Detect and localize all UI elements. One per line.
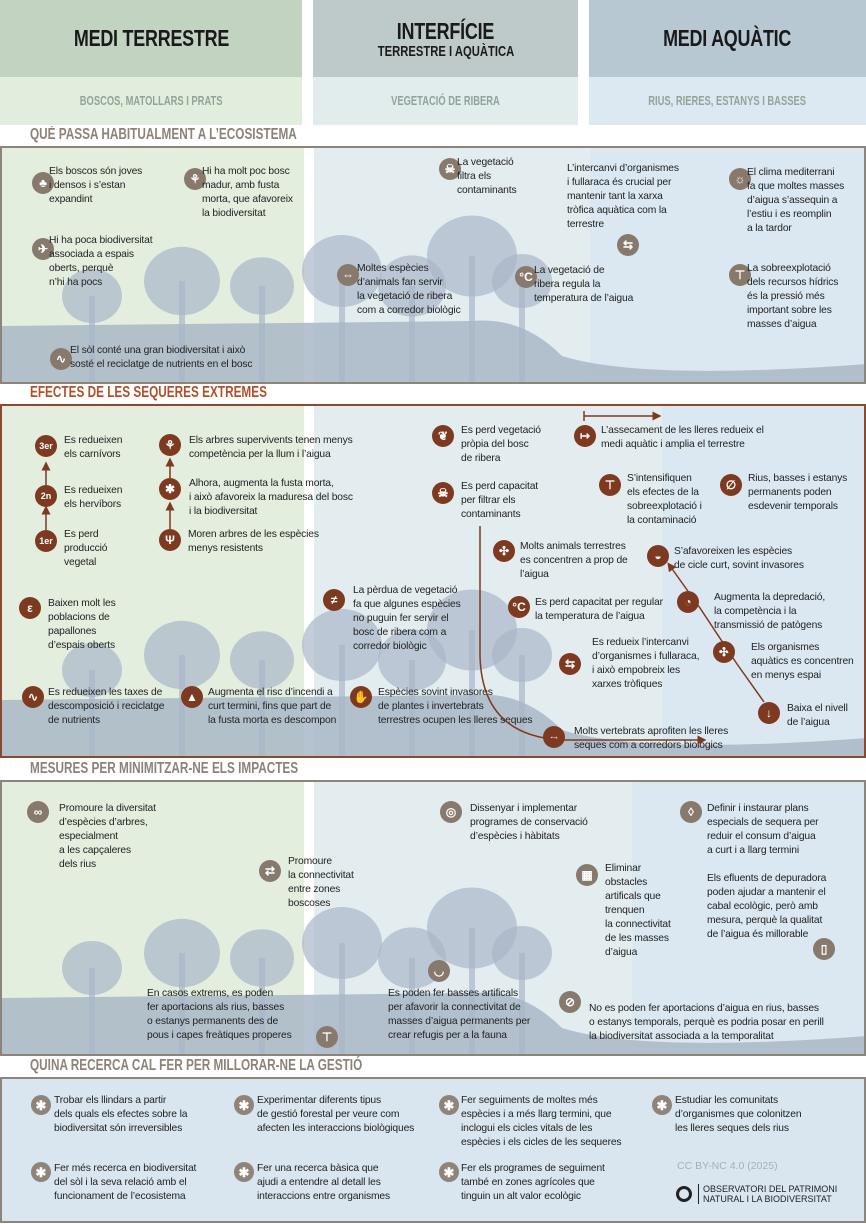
item-text: La sobreexplotació dels recursos hídrics és la pressió més important sobre les masses d’aigua — [747, 263, 839, 330]
section-title-measures: MESURES PER MINIMITZAR-NE ELS IMPACTES — [30, 760, 299, 777]
level-3-icon — [35, 435, 57, 457]
item-text: Eliminar obstacles artificals que trenquen la connectivitat de les masses d’aigua — [605, 863, 671, 958]
butterfly-icon: ε — [19, 597, 41, 619]
expand-icon: ↦ — [574, 425, 596, 447]
tree-trunk — [339, 645, 345, 758]
insect-icon: ✱ — [159, 478, 181, 500]
item-text: Hi ha molt poc bosc madur, amb fusta morta, que afavoreix la biodiversitat — [202, 166, 293, 219]
item-text: Es poden fer basses artificals per afavorir la connectivitat de masses d’aigua permanents per crear refugis per a la fauna — [388, 988, 531, 1041]
short-cycle-icon: ◒ — [647, 545, 669, 567]
tap-icon: ⊤ — [729, 264, 751, 286]
section-title-drought-effects: EFECTES DE LES SEQUERES EXTREMES — [30, 384, 267, 401]
predation-icon: ◔ — [677, 591, 699, 613]
item-text: Es redueix l’intercanvi d’organismes i fullaraca, i això empobreix les xarxes tròfiques — [592, 637, 700, 690]
invasive-icon: ✋ — [350, 686, 372, 708]
star-icon: ✱ — [652, 1095, 672, 1115]
star-icon: ✱ — [31, 1162, 51, 1182]
worm-icon: ∿ — [50, 348, 72, 370]
item-text: Augmenta la depredació, la competència i la transmissió de patògens — [714, 592, 826, 631]
section-title-ecosystem: QUÈ PASSA HABITUALMENT A L’ECOSISTEMA — [30, 126, 297, 143]
star-icon: ✱ — [439, 1162, 459, 1182]
item-text: Els organismes aquàtics es concentren en menys espai — [751, 642, 854, 681]
star-icon: ✱ — [234, 1095, 254, 1115]
temperature-icon: °C — [508, 596, 530, 618]
item-text: Es redueixen els hervíbors — [64, 485, 123, 510]
item-text: El sòl conté una gran biodiversitat i això sosté el reciclatge de nutrients en el bosc — [70, 345, 253, 370]
organization-name: OBSERVATORI DEL PATRIMONI NATURAL I LA BIODIVERSITAT — [698, 1184, 837, 1204]
exchange-icon: ⇆ — [617, 234, 639, 256]
star-icon: ✱ — [31, 1095, 51, 1115]
no-input-icon: ⊘ — [559, 991, 581, 1013]
item-text: Espècies sovint invasores de plantes i invertebrats terrestres ocupen les lleres seques — [378, 687, 533, 726]
column-title: INTERFÍCIE — [396, 17, 495, 44]
exchange-icon: ⇆ — [559, 653, 581, 675]
column-title: MEDI TERRESTRE — [73, 25, 229, 51]
item-text: Rius, basses i estanys permanents poden esdevenir temporals — [748, 473, 848, 512]
drops-icon: ◊ — [680, 801, 702, 823]
item-text: Es perd capacitat per filtrar els contaminants — [461, 481, 539, 520]
barrier-icon: ▦ — [576, 864, 598, 886]
habitat-label: RIUS, RIERES, ESTANYS I BASSES — [648, 94, 807, 108]
item-text: Definir i instaurar plans especials de sequera per reduir el consum d’aigua a curt i a llarg termini — [707, 803, 819, 856]
item-text: Molts animals terrestres es concentren a prop de l’aigua — [520, 541, 628, 580]
skull-icon: ☠ — [439, 158, 461, 180]
item-text: Dissenyar i implementar programes de conservació d’espècies i hàbitats — [470, 803, 588, 842]
item-text: Trobar els llindars a partir dels quals els efectes sobre la biodiversitat són irreversibles — [54, 1095, 188, 1134]
item-text: Promoure la connectivitat entre zones boscoses — [288, 856, 354, 909]
no-water-icon: ∅ — [720, 474, 742, 496]
organization-logo — [676, 1184, 837, 1204]
level-1-icon — [35, 530, 57, 552]
logo-icon — [676, 1186, 692, 1202]
item-text: Moltes espècies d’animals fan servir la vegetació de ribera com a corredor biològic — [357, 263, 461, 316]
item-text: Promoure la diversitat d’espècies d’arbres, especialment a les capçaleres dels rius — [59, 803, 156, 870]
corridor-icon: ⇔ — [543, 726, 565, 748]
item-text: Els boscos són joves i densos i s’estan expandint — [49, 166, 143, 205]
level-2-icon — [35, 485, 57, 507]
pond-icon: ◡ — [428, 960, 450, 982]
worm-icon: ∿ — [22, 686, 44, 708]
tree-trunk — [259, 286, 265, 384]
item-text: Hi ha poca biodiversitat associada a espais oberts, perquè n’hi ha pocs — [49, 235, 153, 288]
tree-trunk — [339, 271, 345, 384]
column-title: MEDI AQUÀTIC — [663, 25, 792, 51]
item-text: Els efluents de depuradora poden ajudar a mantenir el cabal ecològic, però amb mesura, perquè la qualitat de l’aigua és millorable — [707, 873, 827, 940]
skull-icon: ☠ — [432, 482, 454, 504]
license-text: CC BY-NC 4.0 (2025) — [677, 1160, 778, 1172]
section-ecosystem — [0, 146, 866, 384]
item-text: Estudiar les comunitats d’organismes que colonitzen les lleres seques dels rius — [675, 1095, 802, 1134]
effluent-icon: ▯ — [813, 938, 835, 960]
trees-icon: ♣ — [32, 172, 54, 194]
item-text: Es redueixen els carnívors — [64, 435, 123, 460]
item-text: Es redueixen les taxes de descomposició i reciclatge de nutrients — [48, 687, 165, 726]
no-corridor-icon: ≠ — [323, 589, 345, 611]
item-text: Fer els programes de seguiment també en zones agrícoles que tinguin un alt valor ecològic — [461, 1163, 605, 1202]
item-text: En casos extrems, es poden fer aportacions als rius, basses o estanys permanents des de pous i capes freàtiques properes — [147, 988, 292, 1041]
item-text: La pèrdua de vegetació fa que algunes espècies no puguin fer servir el bosc de ribera com a corredor biològic — [353, 585, 461, 652]
item-text: Es perd producció vegetal — [64, 529, 108, 568]
corridor-icon: ⇔ — [337, 264, 359, 286]
connectivity-icon: ⇄ — [259, 860, 281, 882]
section-measures — [0, 780, 866, 1056]
item-text: L’intercanvi d’organismes i fullaraca és crucial per mantenir tant la xarxa tròfica aquàtica com la terrestre — [567, 163, 679, 230]
section-title-research: QUINA RECERCA CAL FER PER MILLORAR-NE LA GESTIÓ — [30, 1057, 363, 1074]
tree-trunk — [179, 655, 185, 758]
trophic-level-badge: 2n — [40, 490, 52, 501]
item-text: Es perd vegetació pròpia del bosc de ribera — [461, 425, 541, 464]
item-text: Baixen molt les poblacions de papallones d’espais oberts — [48, 598, 116, 651]
star-icon: ✱ — [439, 1095, 459, 1115]
tree-icon: ⚘ — [184, 168, 206, 190]
header-terrestrial — [0, 0, 302, 77]
trophic-level-badge: 1er — [39, 535, 53, 546]
item-text: Experimentar diferents tipus de gestió forestal per veure com afecten les interaccions biològiques — [257, 1095, 415, 1134]
item-text: Alhora, augmenta la fusta morta, i això afavoreix la maduresa del bosc i la biodiversitat — [189, 478, 353, 517]
item-text: Fer més recerca en biodiversitat del sòl i la seva relació amb el funcionament de l’ecosistema — [54, 1163, 197, 1202]
item-text: S’afavoreixen les espècies de cicle curt, sovint invasores — [674, 546, 804, 571]
tap-icon: ⊤ — [316, 1026, 338, 1048]
item-text: S’intensifiquen els efectes de la sobreexplotació i la contaminació — [627, 473, 702, 526]
section-drought-effects — [0, 404, 866, 758]
habitat-label: BOSCOS, MATOLLARS I PRATS — [79, 94, 223, 108]
item-text: Moren arbres de les espècies menys resistents — [188, 529, 319, 554]
fire-icon: ▲ — [181, 686, 203, 708]
item-text: Fer seguiments de moltes més espècies i a més llarg termini, que inclogui els cicles vitals de les espècies i els cicles de les sequeres — [461, 1095, 622, 1148]
dead-tree-icon: Ψ — [159, 529, 181, 551]
bird-icon: ✈ — [32, 238, 54, 260]
tree-trunk — [469, 256, 475, 384]
item-text: El clima mediterrani fa que moltes masses d’aigua s’assequin a l’estiu i es reomplin a la tardor — [747, 167, 845, 234]
item-text: Es perd capacitat per regular la temperatura de l’aigua — [535, 597, 663, 622]
tree-trunk — [519, 281, 525, 384]
item-text: Els arbres supervivents tenen menys competència per la llum i l’aigua — [189, 435, 353, 460]
concentrate-icon: ✣ — [493, 540, 515, 562]
tree-icon: ⚘ — [159, 434, 181, 456]
column-subtitle: TERRESTRE I AQUÀTICA — [377, 42, 514, 60]
tap-icon: ⊤ — [599, 474, 621, 496]
item-text: La vegetació filtra els contaminants — [457, 157, 517, 196]
header-interface — [313, 0, 578, 77]
concentrate-icon: ✣ — [713, 641, 735, 663]
tree-diversity-icon: ∞ — [27, 801, 49, 823]
leaf-icon: ❦ — [432, 425, 454, 447]
tree-trunk — [339, 943, 345, 1056]
item-text: Molts vertebrats aprofiten les lleres seques com a corredors biològics — [574, 726, 729, 751]
water-down-icon: ↓ — [758, 702, 780, 724]
item-text: L’assecament de les lleres redueix el medi aquàtic i amplia el terrestre — [601, 425, 764, 450]
target-icon: ◎ — [440, 801, 462, 823]
item-text: Augmenta el risc d’incendi a curt termini, fins que part de la fusta morta es descompon — [208, 687, 337, 726]
tree-trunk — [89, 968, 95, 1056]
item-text: Fer una recerca bàsica que ajudi a entendre al detall les interaccions entre organismes — [257, 1163, 391, 1202]
habitat-interface — [313, 77, 578, 125]
habitat-label: VEGETACIÓ DE RIBERA — [391, 94, 500, 108]
item-text: Baixa el nivell de l’aigua — [787, 703, 848, 728]
item-text: La vegetació de ribera regula la temperatura de l’aigua — [534, 265, 634, 304]
star-icon: ✱ — [234, 1162, 254, 1182]
habitat-terrestrial — [0, 77, 302, 125]
header-aquatic — [589, 0, 866, 77]
habitat-aquatic — [589, 77, 866, 125]
temperature-icon: °C — [515, 266, 537, 288]
sun-icon: ☼ — [729, 168, 751, 190]
item-text: No es poden fer aportacions d’aigua en rius, basses o estanys temporals, perquè es podria posar en perill la biodiversitat associada a la temporalitat — [589, 1003, 824, 1042]
trophic-level-badge: 3er — [39, 440, 53, 451]
